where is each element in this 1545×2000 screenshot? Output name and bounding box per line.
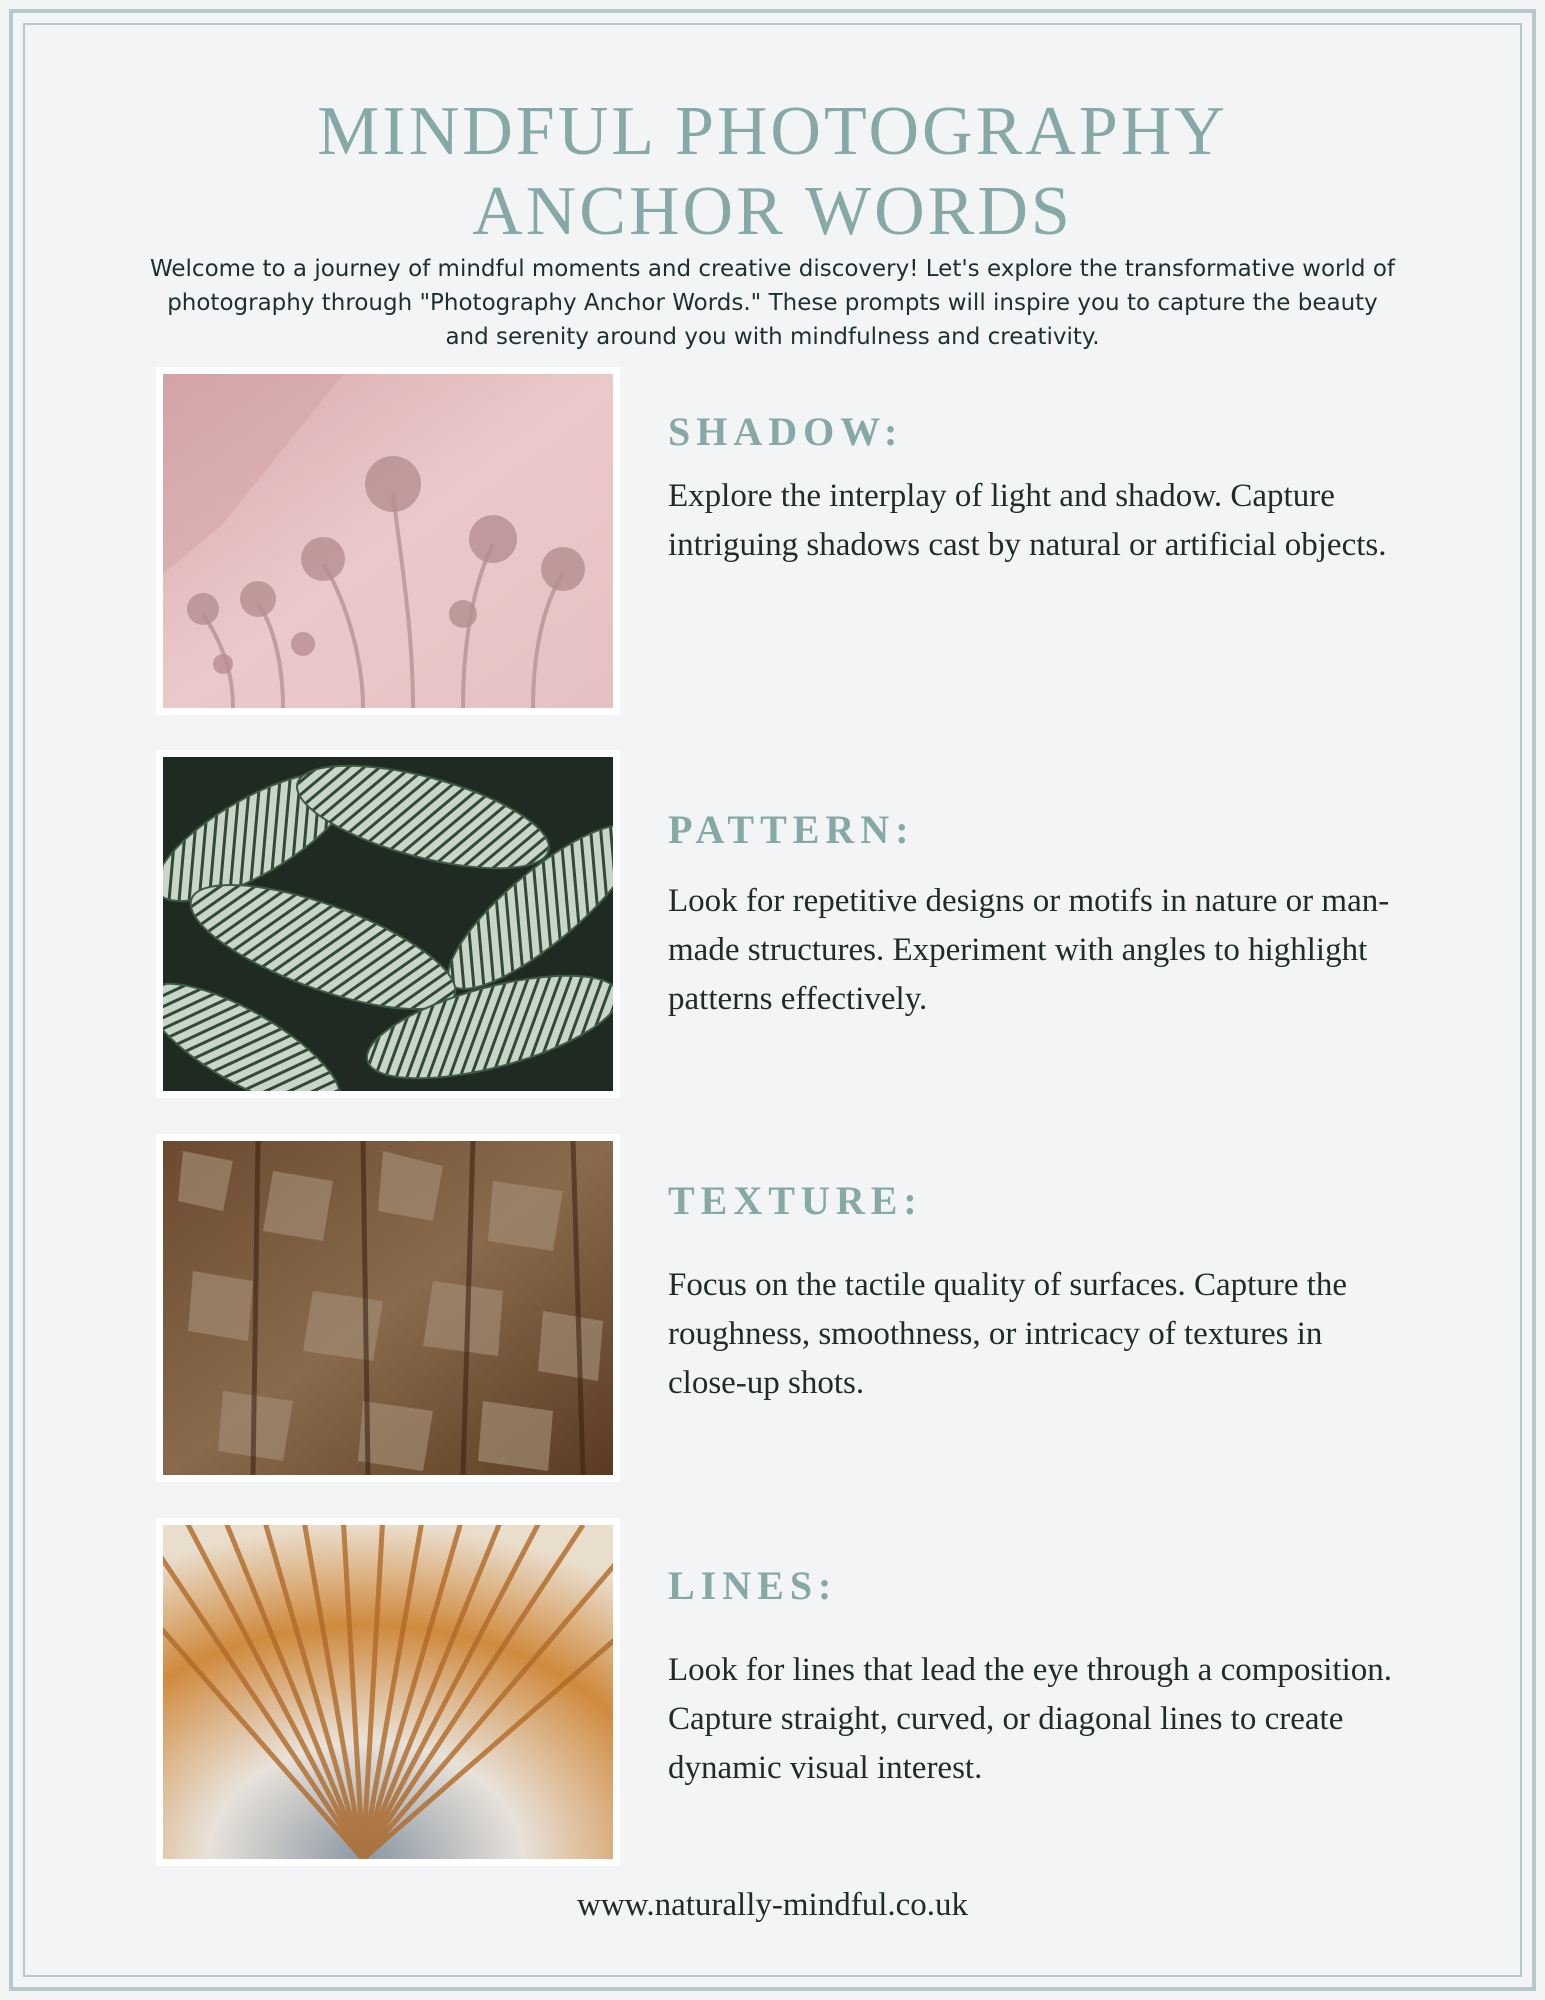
title-line-1: MINDFUL PHOTOGRAPHY — [317, 93, 1228, 170]
section-heading-pattern: PATTERN: — [668, 807, 915, 852]
section-heading-shadow: SHADOW: — [668, 409, 904, 454]
section-heading-texture: TEXTURE: — [668, 1178, 923, 1223]
flower-shadow-photo — [156, 367, 620, 715]
seashell-ridges-photo — [156, 1518, 620, 1866]
section-description-lines: Look for lines that lead the eye through a composition. Capture straight, curved, or diagonal lines to create dynamic visual interest. — [668, 1652, 1392, 1786]
intro-paragraph: Welcome to a journey of mindful moments and creative discovery! Let's explore the transformative world of photography through "Photography Anchor Words." These prompts will inspire you to capture the beauty and serenity around you with mindfulness and creativity. — [150, 256, 1395, 350]
section-description-texture: Focus on the tactile quality of surfaces. Capture the roughness, smoothness, or intricacy of textures in close-up shots. — [668, 1267, 1348, 1401]
website-url[interactable]: www.naturally-mindful.co.uk — [576, 1887, 969, 1923]
striped-leaves-photo — [156, 750, 620, 1098]
section-heading-lines: LINES: — [668, 1563, 838, 1608]
section-description-shadow: Explore the interplay of light and shadow. Capture intriguing shadows cast by natural or artificial objects. — [668, 478, 1387, 563]
tree-bark-photo — [156, 1134, 620, 1482]
title-line-2: ANCHOR WORDS — [472, 173, 1073, 250]
page-title — [0, 92, 1545, 252]
section-description-pattern: Look for repetitive designs or motifs in nature or man-made structures. Experiment with angles to highlight patterns effectively. — [668, 883, 1390, 1017]
